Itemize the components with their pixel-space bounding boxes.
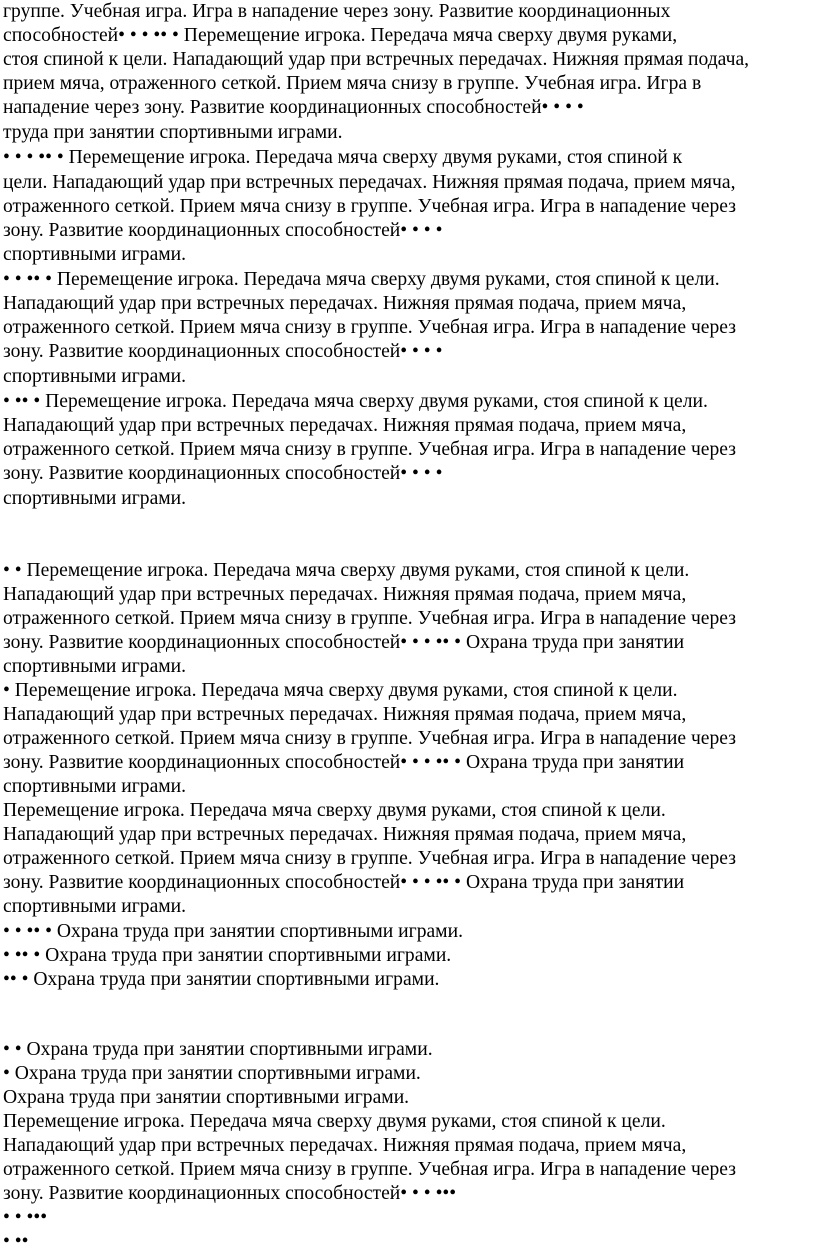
text-line: •• • Охрана труда при занятии спортивными играми. [3,969,440,990]
text-line: цели. Нападающий удар при встречных передачах. Нижняя прямая подача, прием мяча, [3,172,736,193]
text-line: • • •• • Охрана труда при занятии спортивными играми. [3,921,463,942]
text-line: • • • •• • Перемещение игрока. Передача мяча сверху двумя руками, стоя спиной к [3,147,683,168]
text-line: спортивными играми. [3,896,187,917]
text-line: Нападающий удар при встречных передачах. Нижняя прямая подача, прием мяча, [3,1135,687,1156]
text-line: отраженного сеткой. Прием мяча снизу в группе. Учебная игра. Игра в нападение через [3,196,736,217]
text-line: прием мяча, отраженного сеткой. Прием мяча снизу в группе. Учебная игра. Игра в [3,73,702,94]
text-line: отраженного сеткой. Прием мяча снизу в группе. Учебная игра. Игра в нападение через [3,1159,736,1180]
text-line: Нападающий удар при встречных передачах. Нижняя прямая подача, прием мяча, [3,824,687,845]
text-line: Охрана труда при занятии спортивными играми. [3,1087,410,1108]
text-line: зону. Развитие координационных способностей• • • •• • Охрана труда при занятии [3,872,685,893]
text-line: Нападающий удар при встречных передачах. Нижняя прямая подача, прием мяча, [3,704,687,725]
text-line: отраженного сеткой. Прием мяча снизу в группе. Учебная игра. Игра в нападение через [3,728,736,749]
text-line: Перемещение игрока. Передача мяча сверху двумя руками, стоя спиной к цели. [3,800,666,821]
text-line: • •• • Перемещение игрока. Передача мяча сверху двумя руками, стоя спиной к цели. [3,391,708,412]
text-line: спортивными играми. [3,488,187,509]
text-line: • • Охрана труда при занятии спортивными играми. [3,1039,433,1060]
text-line: • • ••• [3,1207,48,1228]
text-line: зону. Развитие координационных способностей• • • ••• [3,1183,457,1204]
text-line: отраженного сеткой. Прием мяча снизу в группе. Учебная игра. Игра в нападение через [3,439,736,460]
text-line: отраженного сеткой. Прием мяча снизу в группе. Учебная игра. Игра в нападение через [3,848,736,869]
text-line: • •• [3,1231,29,1252]
text-line: зону. Развитие координационных способностей• • • • [3,341,443,362]
text-line: зону. Развитие координационных способностей• • • •• • Охрана труда при занятии [3,632,685,653]
text-line: стоя спиной к цели. Нападающий удар при встречных передачах. Нижняя прямая подача, [3,49,750,70]
text-line: зону. Развитие координационных способностей• • • • [3,463,443,484]
text-line: Нападающий удар при встречных передачах. Нижняя прямая подача, прием мяча, [3,584,687,605]
text-line: нападение через зону. Развитие координационных способностей• • • • [3,97,584,118]
text-line: способностей• • • •• • Перемещение игрока. Передача мяча сверху двумя руками, [3,25,678,46]
text-line: группе. Учебная игра. Игра в нападение через зону. Развитие координационных [3,1,671,22]
text-line: Нападающий удар при встречных передачах. Нижняя прямая подача, прием мяча, [3,415,687,436]
text-line: зону. Развитие координационных способностей• • • • [3,220,443,241]
text-line: Перемещение игрока. Передача мяча сверху двумя руками, стоя спиной к цели. [3,1111,666,1132]
text-line: • •• • Охрана труда при занятии спортивными играми. [3,945,452,966]
text-line: отраженного сеткой. Прием мяча снизу в группе. Учебная игра. Игра в нападение через [3,317,736,338]
text-line: • Охрана труда при занятии спортивными играми. [3,1063,421,1084]
text-line: спортивными играми. [3,244,187,265]
text-line: • Перемещение игрока. Передача мяча сверху двумя руками, стоя спиной к цели. [3,680,678,701]
text-line: • • Перемещение игрока. Передача мяча сверху двумя руками, стоя спиной к цели. [3,560,690,581]
text-line: спортивными играми. [3,366,187,387]
text-line: • • •• • Перемещение игрока. Передача мяча сверху двумя руками, стоя спиной к цели. [3,269,720,290]
text-line: труда при занятии спортивными играми. [3,122,343,143]
text-line: Нападающий удар при встречных передачах. Нижняя прямая подача, прием мяча, [3,293,687,314]
text-line: отраженного сеткой. Прием мяча снизу в группе. Учебная игра. Игра в нападение через [3,608,736,629]
text-line: зону. Развитие координационных способностей• • • •• • Охрана труда при занятии [3,752,685,773]
text-line: спортивными играми. [3,776,187,797]
text-line: спортивными играми. [3,656,187,677]
